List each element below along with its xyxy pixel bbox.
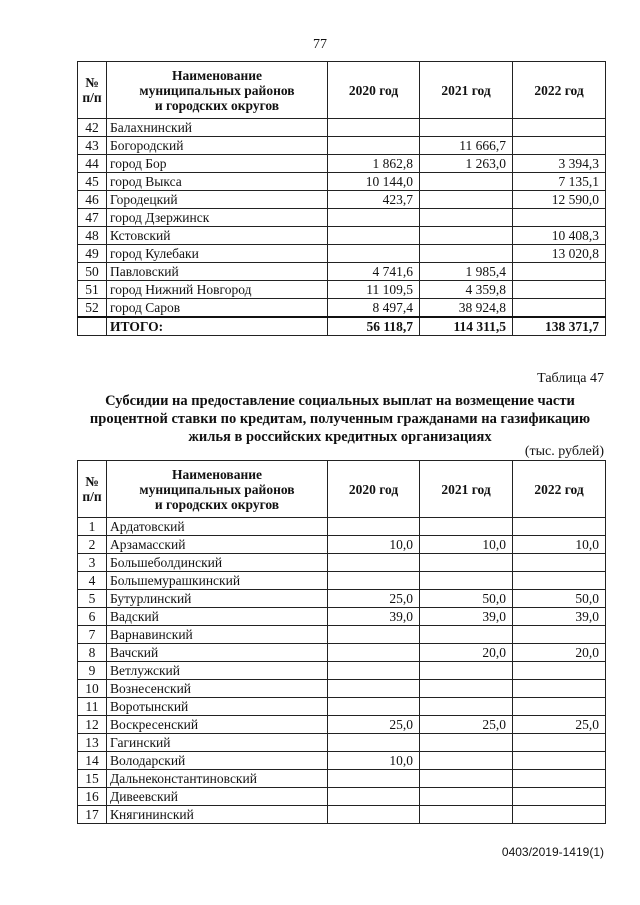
row-value-2021	[420, 227, 513, 245]
row-number: 16	[78, 788, 107, 806]
row-number: 4	[78, 572, 107, 590]
row-name: Дивеевский	[107, 788, 328, 806]
row-number: 3	[78, 554, 107, 572]
row-value-2022	[513, 806, 606, 824]
row-value-2020: 25,0	[328, 716, 420, 734]
header-2022: 2022 год	[513, 461, 606, 518]
row-name: Большеболдинский	[107, 554, 328, 572]
row-value-2020	[328, 788, 420, 806]
row-name: Арзамасский	[107, 536, 328, 554]
row-name: Княгининский	[107, 806, 328, 824]
row-value-2022	[513, 662, 606, 680]
row-name: Варнавинский	[107, 626, 328, 644]
row-value-2022: 13 020,8	[513, 245, 606, 263]
header-2021: 2021 год	[420, 461, 513, 518]
row-value-2020	[328, 572, 420, 590]
row-number: 13	[78, 734, 107, 752]
table-row	[78, 209, 606, 227]
units-note: (тыс. рублей)	[524, 444, 604, 459]
row-number: 8	[78, 644, 107, 662]
row-value-2022: 39,0	[513, 608, 606, 626]
row-value-2021	[420, 245, 513, 263]
row-number: 17	[78, 806, 107, 824]
row-value-2022: 20,0	[513, 644, 606, 662]
row-value-2020: 11 109,5	[328, 281, 420, 299]
row-name: город Кулебаки	[107, 245, 328, 263]
row-name: Богородский	[107, 137, 328, 155]
table-header-row	[78, 62, 606, 119]
row-value-2022	[513, 263, 606, 281]
row-value-2022: 3 394,3	[513, 155, 606, 173]
row-value-2021	[420, 209, 513, 227]
table-municipal-subsidies-continued	[77, 61, 606, 336]
row-value-2021: 1 985,4	[420, 263, 513, 281]
table-row	[78, 770, 606, 788]
row-value-2022	[513, 626, 606, 644]
row-value-2022	[513, 680, 606, 698]
row-number: 12	[78, 716, 107, 734]
row-number: 43	[78, 137, 107, 155]
table-row	[78, 554, 606, 572]
row-value-2022	[513, 572, 606, 590]
row-name: Кстовский	[107, 227, 328, 245]
row-value-2022	[513, 770, 606, 788]
header-2020: 2020 год	[328, 62, 420, 119]
row-value-2021: 38 924,8	[420, 299, 513, 318]
row-name: Гагинский	[107, 734, 328, 752]
row-value-2021	[420, 191, 513, 209]
row-value-2020	[328, 806, 420, 824]
row-number: 46	[78, 191, 107, 209]
row-value-2020	[328, 770, 420, 788]
table-row	[78, 788, 606, 806]
header-2020: 2020 год	[328, 461, 420, 518]
table-row	[78, 716, 606, 734]
table-row	[78, 119, 606, 137]
row-value-2020	[328, 680, 420, 698]
row-name: Большемурашкинский	[107, 572, 328, 590]
row-name: Дальнеконстантиновский	[107, 770, 328, 788]
row-value-2020	[328, 119, 420, 137]
row-name: город Бор	[107, 155, 328, 173]
row-value-2021	[420, 173, 513, 191]
row-value-2022: 25,0	[513, 716, 606, 734]
table-row	[78, 626, 606, 644]
row-number: 6	[78, 608, 107, 626]
table-header-row	[78, 461, 606, 518]
row-value-2021	[420, 770, 513, 788]
row-name: Вадский	[107, 608, 328, 626]
table-row	[78, 536, 606, 554]
row-number: 2	[78, 536, 107, 554]
row-name: Вознесенский	[107, 680, 328, 698]
row-value-2022	[513, 137, 606, 155]
row-value-2020	[328, 626, 420, 644]
row-value-2021	[420, 662, 513, 680]
row-value-2021	[420, 788, 513, 806]
header-2021: 2021 год	[420, 62, 513, 119]
row-value-2021: 20,0	[420, 644, 513, 662]
table-row	[78, 245, 606, 263]
row-value-2020: 10,0	[328, 536, 420, 554]
table-row	[78, 806, 606, 824]
table-row	[78, 662, 606, 680]
row-number: 14	[78, 752, 107, 770]
row-number: 50	[78, 263, 107, 281]
row-value-2020: 4 741,6	[328, 263, 420, 281]
table-row	[78, 191, 606, 209]
row-value-2022	[513, 281, 606, 299]
row-name: Бутурлинский	[107, 590, 328, 608]
section-heading: Субсидии на предоставление социальных выплат на возмещение части процентной ставки по кредитам, полученным гражданами на газификацию жилья в российских кредитных организациях	[89, 393, 591, 445]
table-row	[78, 644, 606, 662]
row-value-2021: 50,0	[420, 590, 513, 608]
row-name: город Дзержинск	[107, 209, 328, 227]
total-row	[78, 317, 606, 336]
header-2022: 2022 год	[513, 62, 606, 119]
row-number: 7	[78, 626, 107, 644]
row-value-2022	[513, 518, 606, 536]
table-row	[78, 590, 606, 608]
row-value-2020: 1 862,8	[328, 155, 420, 173]
row-value-2020: 10 144,0	[328, 173, 420, 191]
row-number: 45	[78, 173, 107, 191]
row-value-2021	[420, 734, 513, 752]
row-number: 42	[78, 119, 107, 137]
row-value-2020	[328, 644, 420, 662]
row-value-2021	[420, 680, 513, 698]
row-name: город Саров	[107, 299, 328, 318]
row-name: город Выкса	[107, 173, 328, 191]
table-row	[78, 608, 606, 626]
row-value-2020	[328, 137, 420, 155]
row-name: Воскресенский	[107, 716, 328, 734]
row-value-2022	[513, 788, 606, 806]
row-value-2021	[420, 119, 513, 137]
row-value-2022	[513, 698, 606, 716]
table-row	[78, 752, 606, 770]
row-value-2022	[513, 752, 606, 770]
table-row	[78, 518, 606, 536]
row-name: Воротынский	[107, 698, 328, 716]
row-value-2021	[420, 626, 513, 644]
row-number: 10	[78, 680, 107, 698]
table-row	[78, 698, 606, 716]
row-number: 51	[78, 281, 107, 299]
row-name: Павловский	[107, 263, 328, 281]
total-blank-cell	[78, 317, 107, 336]
row-number: 1	[78, 518, 107, 536]
row-value-2021: 4 359,8	[420, 281, 513, 299]
row-value-2021	[420, 554, 513, 572]
row-value-2022	[513, 554, 606, 572]
row-value-2022	[513, 209, 606, 227]
row-value-2020: 423,7	[328, 191, 420, 209]
row-value-2020	[328, 734, 420, 752]
row-value-2020: 25,0	[328, 590, 420, 608]
total-2022: 138 371,7	[513, 317, 606, 336]
row-number: 44	[78, 155, 107, 173]
table-row	[78, 263, 606, 281]
row-name: Балахнинский	[107, 119, 328, 137]
table-row	[78, 227, 606, 245]
row-value-2021: 25,0	[420, 716, 513, 734]
row-value-2021	[420, 752, 513, 770]
row-number: 52	[78, 299, 107, 318]
table-row	[78, 137, 606, 155]
row-value-2021: 39,0	[420, 608, 513, 626]
row-value-2020	[328, 209, 420, 227]
row-value-2020	[328, 245, 420, 263]
row-number: 48	[78, 227, 107, 245]
total-2020: 56 118,7	[328, 317, 420, 336]
row-number: 49	[78, 245, 107, 263]
row-number: 5	[78, 590, 107, 608]
row-value-2022: 10,0	[513, 536, 606, 554]
row-number: 11	[78, 698, 107, 716]
row-number: 47	[78, 209, 107, 227]
row-value-2022	[513, 734, 606, 752]
table-row	[78, 155, 606, 173]
row-value-2020	[328, 662, 420, 680]
table-row	[78, 299, 606, 318]
table-row	[78, 572, 606, 590]
row-name: Володарский	[107, 752, 328, 770]
row-value-2022	[513, 119, 606, 137]
row-value-2020	[328, 518, 420, 536]
row-value-2022	[513, 299, 606, 318]
row-value-2020: 39,0	[328, 608, 420, 626]
row-value-2021	[420, 698, 513, 716]
table-row	[78, 734, 606, 752]
row-value-2022: 10 408,3	[513, 227, 606, 245]
table-caption: Таблица 47	[537, 371, 604, 386]
row-value-2020	[328, 227, 420, 245]
header-num: № п/п	[78, 461, 107, 518]
row-value-2021: 1 263,0	[420, 155, 513, 173]
row-name: город Нижний Новгород	[107, 281, 328, 299]
row-value-2020	[328, 554, 420, 572]
document-code: 0403/2019-1419(1)	[501, 845, 604, 859]
row-value-2020	[328, 698, 420, 716]
row-value-2022: 7 135,1	[513, 173, 606, 191]
row-value-2022: 50,0	[513, 590, 606, 608]
row-value-2021	[420, 806, 513, 824]
row-name: Ветлужский	[107, 662, 328, 680]
table-gasification-subsidies	[77, 460, 606, 824]
row-name: Ардатовский	[107, 518, 328, 536]
row-value-2021	[420, 518, 513, 536]
header-num: № п/п	[78, 62, 107, 119]
row-name: Вачский	[107, 644, 328, 662]
row-number: 9	[78, 662, 107, 680]
row-name: Городецкий	[107, 191, 328, 209]
table-row	[78, 281, 606, 299]
row-value-2020: 8 497,4	[328, 299, 420, 318]
total-label: ИТОГО:	[107, 317, 328, 336]
row-value-2021: 11 666,7	[420, 137, 513, 155]
total-2021: 114 311,5	[420, 317, 513, 336]
header-name: Наименование муниципальных районов и городских округов	[107, 62, 328, 119]
row-value-2020: 10,0	[328, 752, 420, 770]
row-number: 15	[78, 770, 107, 788]
table-row	[78, 680, 606, 698]
row-value-2021: 10,0	[420, 536, 513, 554]
row-value-2021	[420, 572, 513, 590]
table-row	[78, 173, 606, 191]
row-value-2022: 12 590,0	[513, 191, 606, 209]
header-name: Наименование муниципальных районов и городских округов	[107, 461, 328, 518]
page-number: 77	[313, 37, 327, 52]
